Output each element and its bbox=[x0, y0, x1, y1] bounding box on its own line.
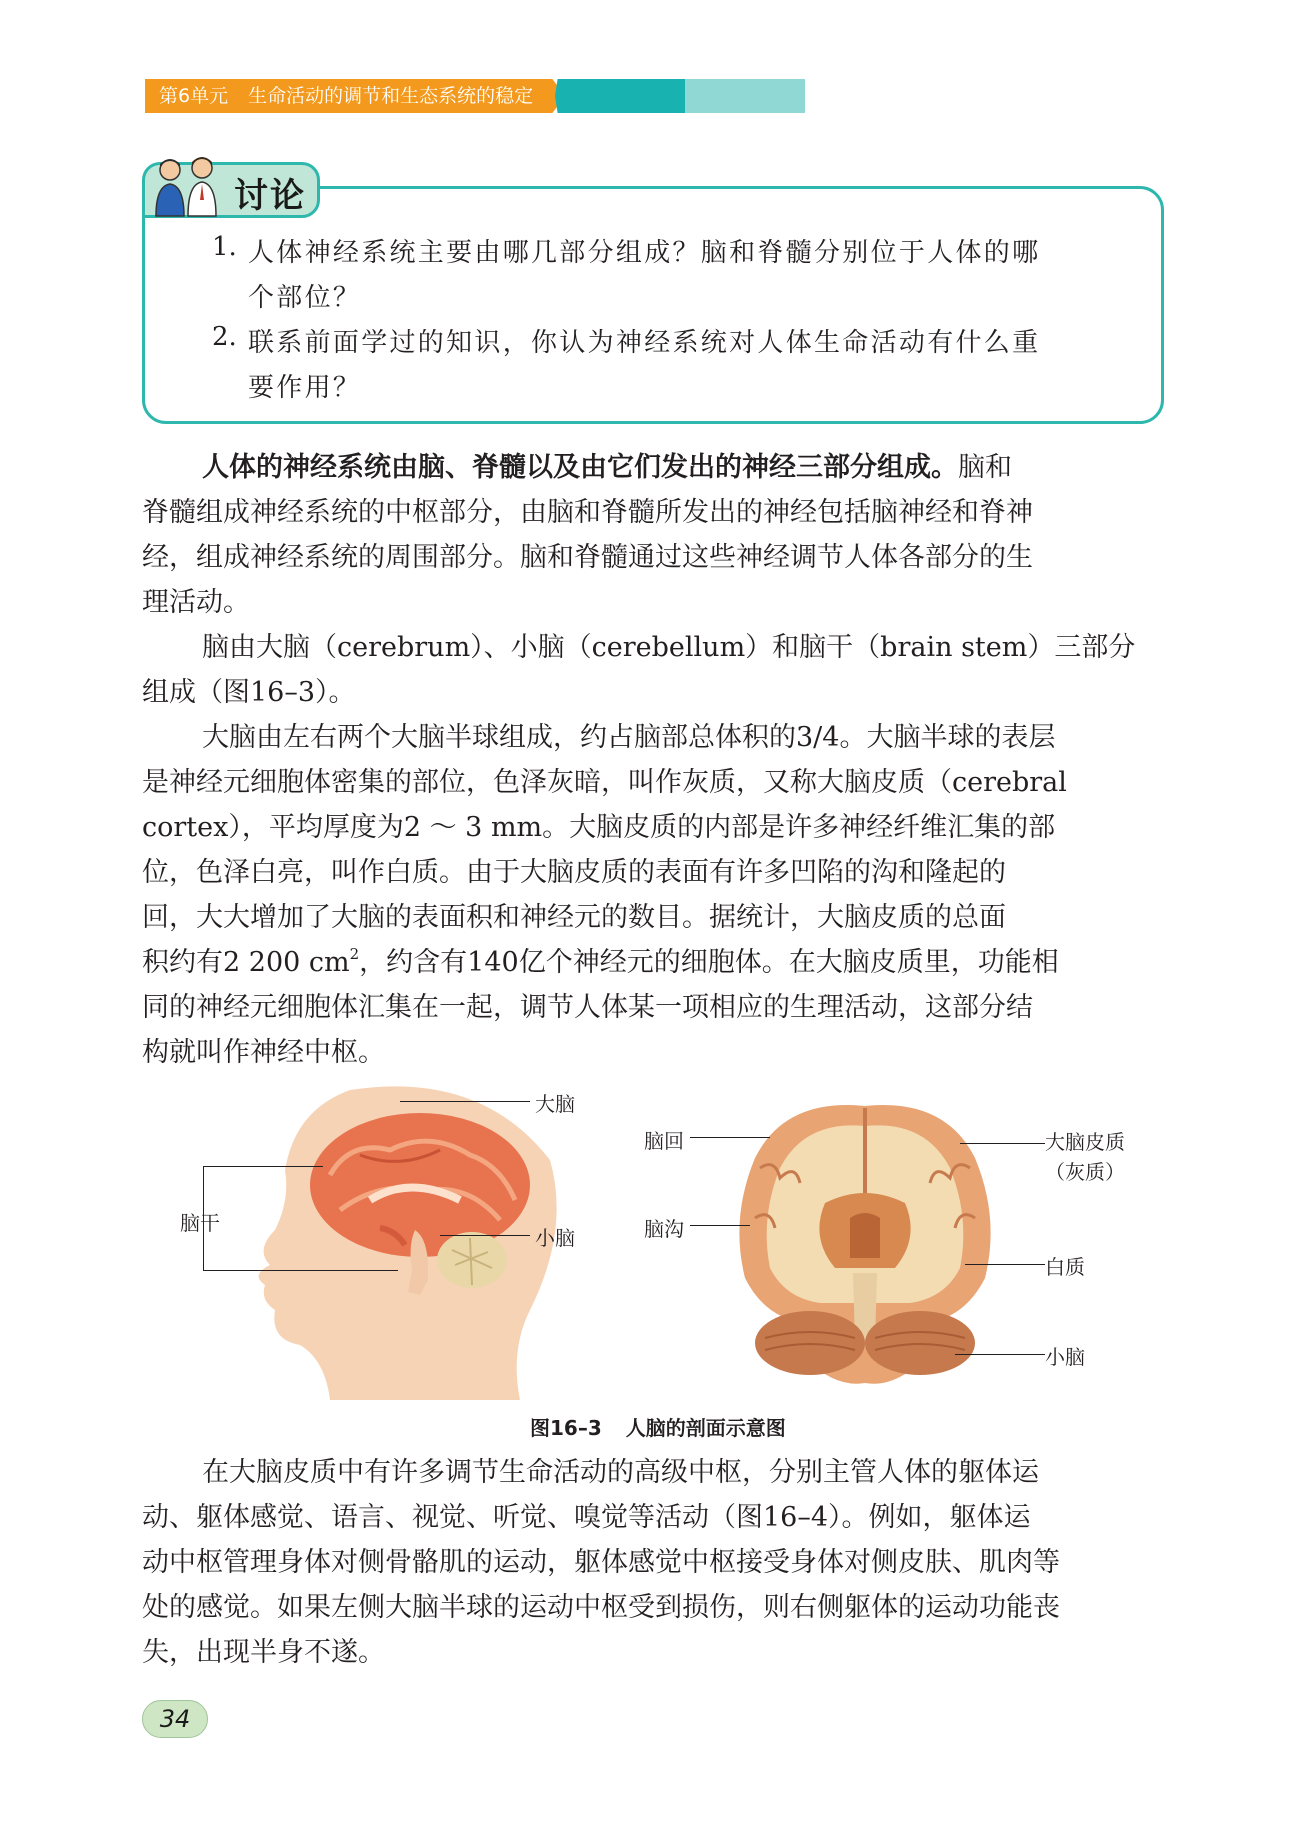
para3-line1: 大脑由左右两个大脑半球组成，约占脑部总体积的3/4。大脑半球的表层 bbox=[202, 722, 1056, 753]
bracket-top bbox=[203, 1166, 323, 1167]
banner-text bbox=[159, 79, 553, 113]
label-cortex-note: （灰质） bbox=[1045, 1160, 1125, 1184]
para3-line2: 是神经元细胞体密集的部位，色泽灰暗，叫作灰质，又称大脑皮质（cerebral bbox=[142, 767, 1067, 798]
unit-title: 生命活动的调节和生态系统的稳定 bbox=[248, 85, 534, 107]
leader-sulcus bbox=[690, 1225, 750, 1226]
label-cerebellum-right: 小脑 bbox=[1045, 1345, 1085, 1369]
head-sagittal-illustration bbox=[230, 1080, 570, 1400]
label-cerebrum: 大脑 bbox=[535, 1092, 575, 1116]
para4-line4: 处的感觉。如果左侧大脑半球的运动中枢受到损伤，则右侧躯体的运动功能丧 bbox=[142, 1592, 1060, 1623]
para3-line7: 同的神经元细胞体汇集在一起，调节人体某一项相应的生理活动，这部分结 bbox=[142, 992, 1033, 1023]
discussion-title: 讨论 bbox=[234, 176, 306, 216]
question-2-line-1: 联系前面学过的知识，你认为神经系统对人体生命活动有什么重 bbox=[248, 328, 1041, 358]
para2-line2: 组成（图16–3）。 bbox=[142, 677, 356, 708]
students-icon bbox=[150, 156, 226, 218]
para3-line4: 位，色泽白亮，叫作白质。由于大脑皮质的表面有许多凹陷的沟和隆起的 bbox=[142, 857, 1006, 888]
para1-key-sentence: 人体的神经系统由脑、脊髓以及由它们发出的神经三部分组成。 bbox=[202, 452, 958, 483]
label-cortex: 大脑皮质 bbox=[1045, 1130, 1125, 1154]
leader-white-matter bbox=[965, 1264, 1045, 1265]
figure-number: 图16–3 bbox=[530, 1416, 602, 1440]
label-white-matter: 白质 bbox=[1045, 1255, 1085, 1279]
banner-light-segment bbox=[685, 79, 805, 113]
para2-line1: 脑由大脑（cerebrum）、小脑（cerebellum）和脑干（brain stem）三部分 bbox=[202, 632, 1136, 663]
superscript-2: 2 bbox=[349, 945, 360, 963]
para1-line4: 理活动。 bbox=[142, 587, 250, 618]
para1-line1-rest: 脑和 bbox=[958, 452, 1012, 483]
label-brainstem: 脑干 bbox=[180, 1211, 220, 1235]
para1-line1 bbox=[202, 445, 1012, 490]
page-number: 34 bbox=[142, 1700, 208, 1738]
para4-line5: 失，出现半身不遂。 bbox=[142, 1637, 385, 1668]
leader-gyrus bbox=[690, 1137, 770, 1138]
question-2-number: 2. bbox=[212, 322, 237, 352]
label-cerebellum: 小脑 bbox=[535, 1226, 575, 1250]
leader-cortex bbox=[960, 1143, 1045, 1144]
label-sulcus: 脑沟 bbox=[644, 1217, 684, 1241]
unit-label: 第6单元 bbox=[159, 85, 229, 107]
figure-title: 人脑的剖面示意图 bbox=[625, 1416, 786, 1440]
para4-line1: 在大脑皮质中有许多调节生命活动的高级中枢，分别主管人体的躯体运 bbox=[202, 1457, 1039, 1488]
para4-line2: 动、躯体感觉、语言、视觉、听觉、嗅觉等活动（图16–4）。例如，躯体运 bbox=[142, 1502, 1031, 1533]
question-1-line-2: 个部位？ bbox=[248, 283, 362, 313]
question-1-line-1: 人体神经系统主要由哪几部分组成？脑和脊髓分别位于人体的哪 bbox=[248, 238, 1041, 268]
para3-line6-a: 积约有2 200 cm bbox=[142, 947, 350, 978]
bracket-bottom bbox=[203, 1270, 398, 1271]
para3-line5: 回，大大增加了大脑的表面积和神经元的数目。据统计，大脑皮质的总面 bbox=[142, 902, 1006, 933]
question-1-number: 1. bbox=[212, 232, 237, 262]
para1-line3: 经，组成神经系统的周围部分。脑和脊髓通过这些神经调节人体各部分的生 bbox=[142, 542, 1033, 573]
para3-line8: 构就叫作神经中枢。 bbox=[142, 1037, 385, 1068]
leader-cerebellum bbox=[440, 1235, 530, 1236]
label-gyrus: 脑回 bbox=[644, 1129, 684, 1153]
para3-line6 bbox=[142, 940, 1059, 985]
para1-line2: 脊髓组成神经系统的中枢部分，由脑和脊髓所发出的神经包括脑神经和脊神 bbox=[142, 497, 1033, 528]
brain-coronal-illustration bbox=[725, 1098, 1005, 1388]
leader-cerebrum bbox=[400, 1101, 530, 1102]
para3-line3: cortex），平均厚度为2 ～ 3 mm。大脑皮质的内部是许多神经纤维汇集的部 bbox=[142, 812, 1056, 843]
figure-caption bbox=[530, 1412, 786, 1441]
question-2-line-2: 要作用？ bbox=[248, 373, 362, 403]
chapter-banner bbox=[145, 79, 805, 113]
leader-cerebellum-right bbox=[955, 1354, 1045, 1355]
banner-teal-segment bbox=[555, 79, 685, 113]
para4-line3: 动中枢管理身体对侧骨骼肌的运动，躯体感觉中枢接受身体对侧皮肤、肌肉等 bbox=[142, 1547, 1060, 1578]
para3-line6-b: ，约含有140亿个神经元的细胞体。在大脑皮质里，功能相 bbox=[359, 947, 1059, 978]
